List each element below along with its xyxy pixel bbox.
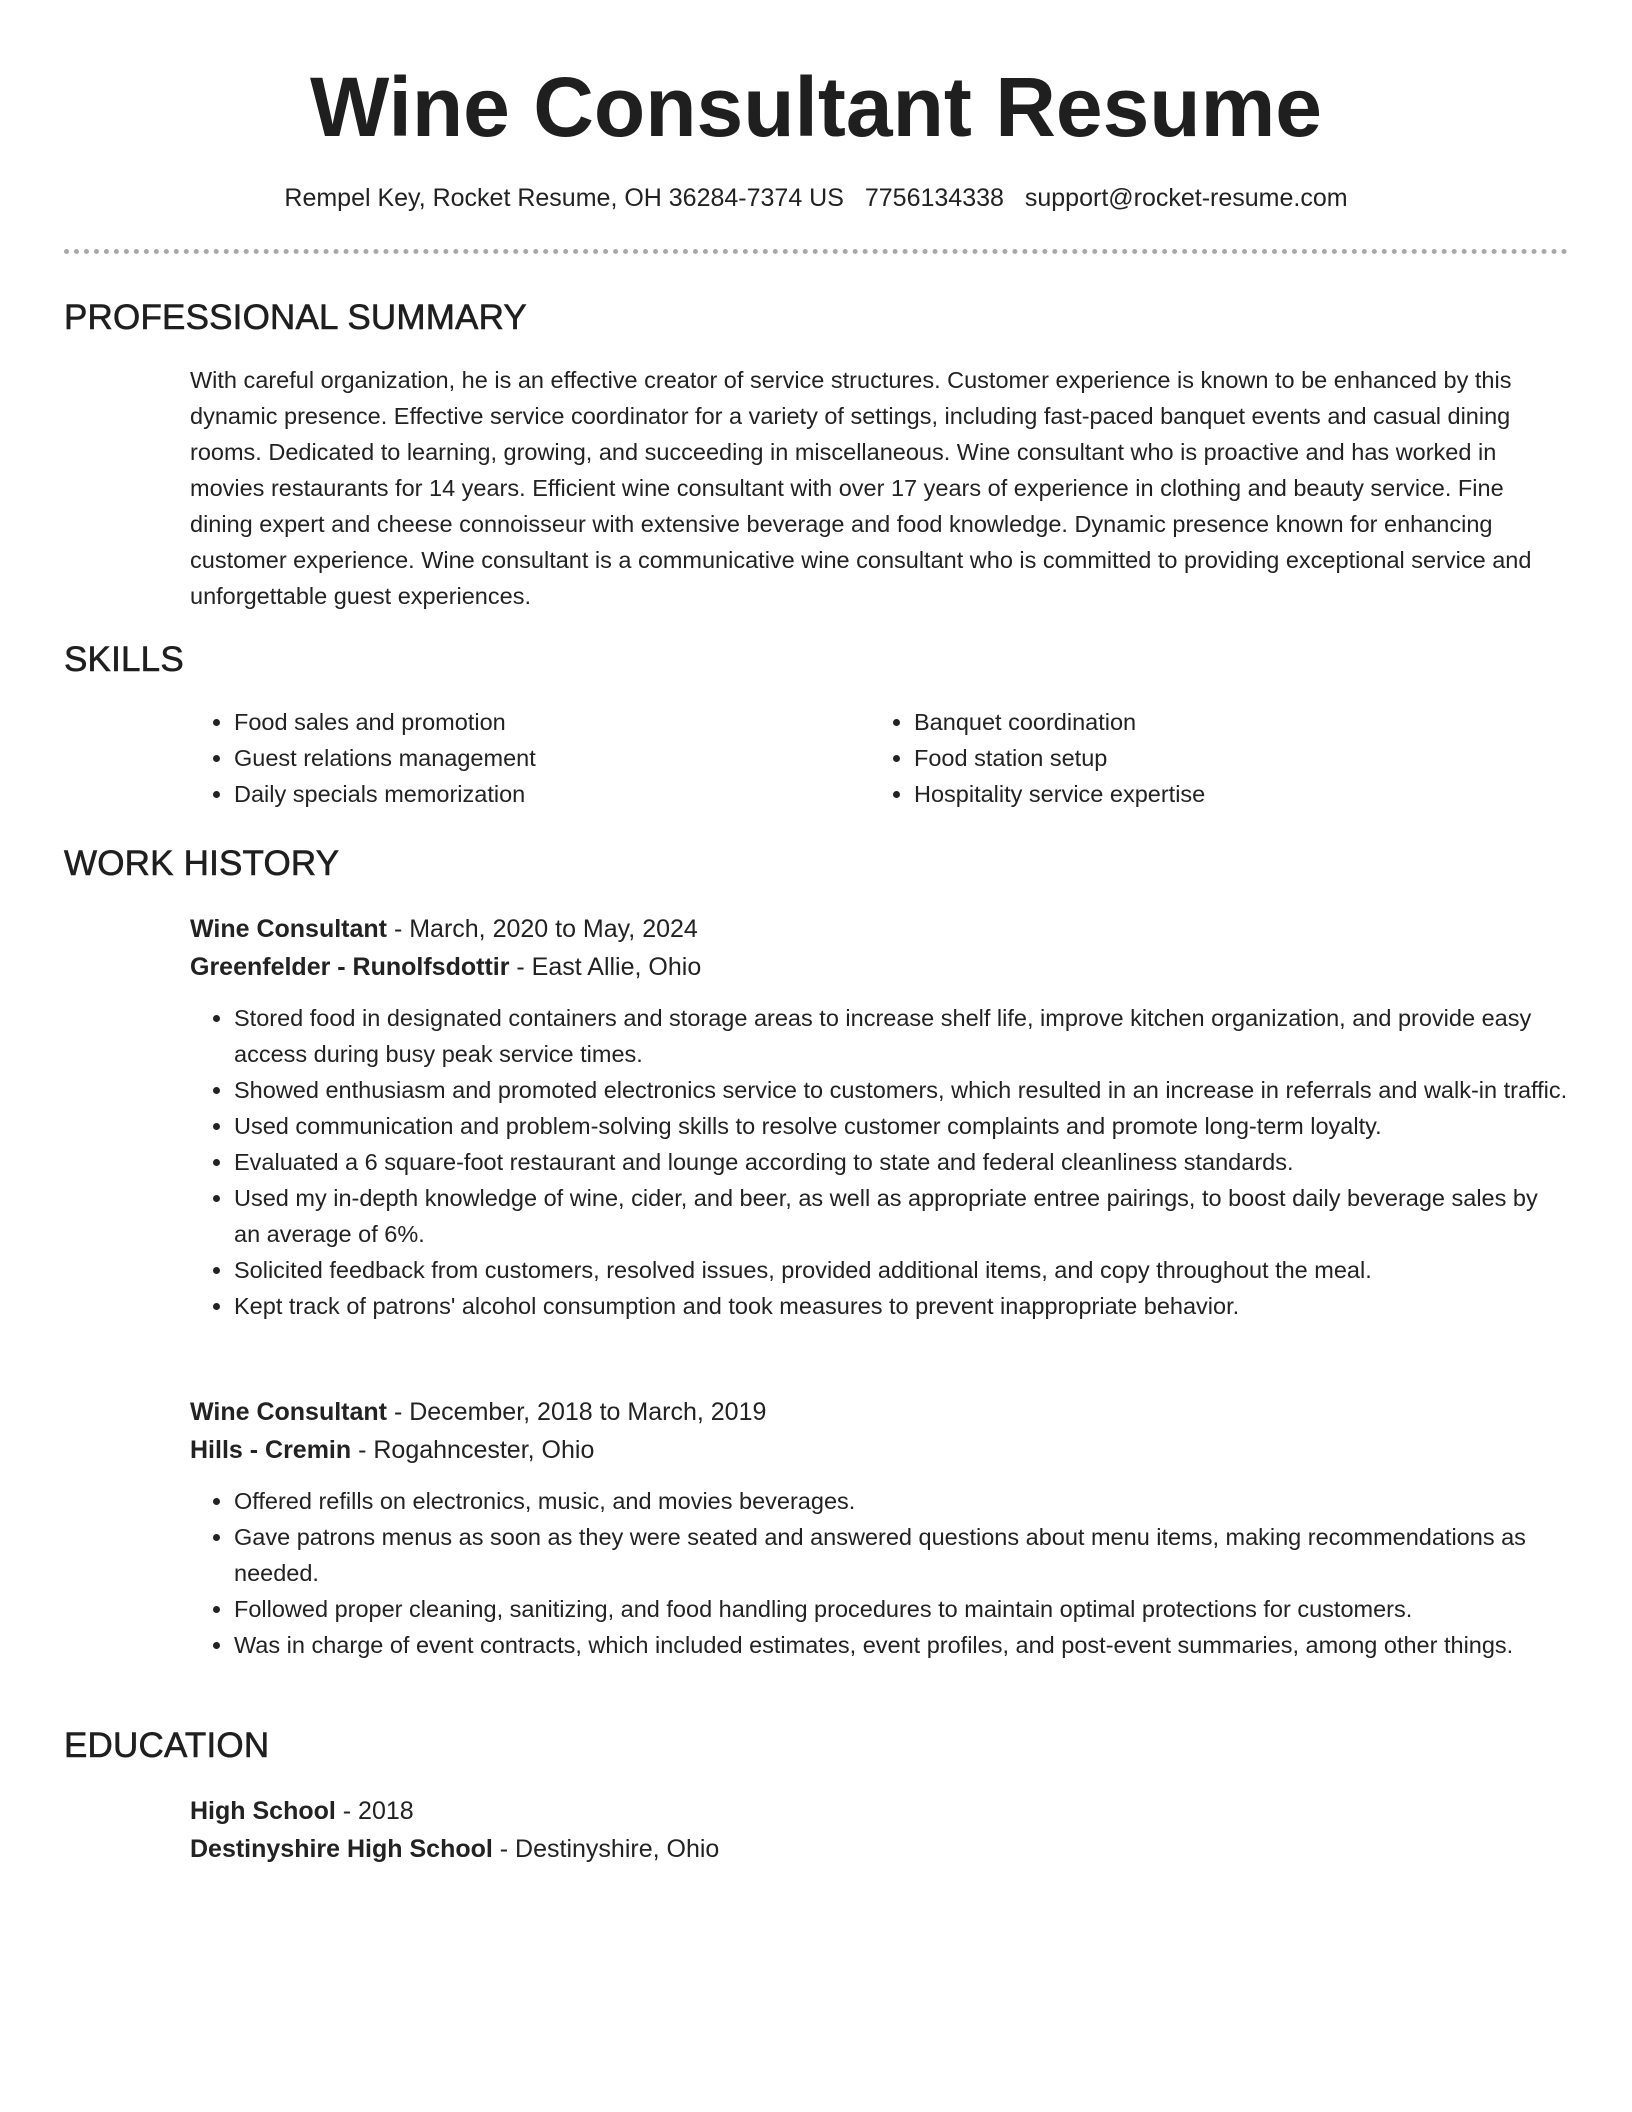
skill-item: • Daily specials memorization <box>234 776 870 812</box>
job-bullet: • Solicited feedback from customers, resolved issues, provided additional items, and copy throughout the meal. <box>234 1252 1568 1288</box>
job-title-line <box>190 1393 1568 1431</box>
skills-list-right <box>870 704 1550 812</box>
skills-grid <box>190 704 1568 812</box>
job-company: Greenfelder - Runolfsdottir <box>190 953 510 981</box>
job-title-line <box>190 910 1568 948</box>
education-entry <box>190 1792 1568 1868</box>
contact-line <box>64 180 1568 216</box>
education-location: - Destinyshire, Ohio <box>492 1835 720 1863</box>
job-bullet: • Gave patrons menus as soon as they were seated and answered questions about menu items, making recommendations as needed. <box>234 1519 1568 1591</box>
job-bullet: • Kept track of patrons' alcohol consumption and took measures to prevent inappropriate behavior. <box>234 1288 1568 1324</box>
skills-section <box>190 704 1568 812</box>
job-bullets <box>190 1000 1568 1324</box>
skill-item: • Food sales and promotion <box>234 704 870 740</box>
summary-heading: PROFESSIONAL SUMMARY <box>64 298 527 337</box>
skills-column-left <box>190 704 870 812</box>
job-bullet: • Used communication and problem-solving skills to resolve customer complaints and promote long-term loyalty. <box>234 1108 1568 1144</box>
skill-item: • Food station setup <box>914 740 1550 776</box>
job-location: - East Allie, Ohio <box>509 953 702 981</box>
summary-section <box>190 362 1568 614</box>
job-bullet: • Stored food in designated containers and storage areas to increase shelf life, improve kitchen organization, and provide easy access during busy peak service times. <box>234 1000 1568 1072</box>
skills-column-right <box>870 704 1550 812</box>
skill-item: • Guest relations management <box>234 740 870 776</box>
education-year: - 2018 <box>335 1797 414 1825</box>
job-location: - Rogahncester, Ohio <box>351 1436 595 1464</box>
job-bullet: • Evaluated a 6 square-foot restaurant and lounge according to state and federal cleanliness standards. <box>234 1144 1568 1180</box>
education-degree-line <box>190 1792 1568 1830</box>
contact-address: Rempel Key, Rocket Resume, OH 36284-7374 US <box>284 184 844 212</box>
job-company-line <box>190 1431 1568 1469</box>
job-entry <box>190 910 1568 1324</box>
job-role: Wine Consultant <box>190 915 387 943</box>
education-school-line <box>190 1830 1568 1868</box>
resume-title: Wine Consultant Resume <box>309 60 1323 154</box>
contact-email: support@rocket-resume.com <box>1024 184 1348 212</box>
job-bullet: • Offered refills on electronics, music, and movies beverages. <box>234 1483 1568 1519</box>
summary-text: With careful organization, he is an effective creator of service structures. Customer experience is known to be enhanced by this dynamic presence. Effective service coordinator for a variety of settings, including fast-paced banquet events and casual dining rooms. Dedicated to learning, growing, and succeeding in miscellaneous. Wine consultant who is proactive and has worked in movies restaurants for 14 years. Efficient wine consultant with over 17 years of experience in clothing and beauty service. Fine dining expert and cheese connoisseur with extensive beverage and food knowledge. Dynamic presence known for enhancing customer experience. Wine consultant is a communicative wine consultant who is committed to providing exceptional service and unforgettable guest experiences. <box>190 367 1532 609</box>
job-bullet: • Followed proper cleaning, sanitizing, and food handling procedures to maintain optimal protections for customers. <box>234 1591 1568 1627</box>
job-dates: - December, 2018 to March, 2019 <box>387 1398 767 1426</box>
job-role: Wine Consultant <box>190 1398 387 1426</box>
contact-phone: 7756134338 <box>864 184 1004 212</box>
skill-item: • Hospitality service expertise <box>914 776 1550 812</box>
education-heading: EDUCATION <box>64 1726 270 1765</box>
skills-list-left <box>190 704 870 812</box>
job-company: Hills - Cremin <box>190 1436 352 1464</box>
job-company-line <box>190 948 1568 986</box>
skills-heading: SKILLS <box>64 640 184 679</box>
skill-item: • Banquet coordination <box>914 704 1550 740</box>
job-bullets <box>190 1483 1568 1663</box>
education-school: Destinyshire High School <box>190 1835 493 1863</box>
work-heading: WORK HISTORY <box>64 844 340 883</box>
header-divider <box>64 249 1568 254</box>
job-bullet: • Used my in-depth knowledge of wine, cider, and beer, as well as appropriate entree pairings, to boost daily beverage sales by an average of 6%. <box>234 1180 1568 1252</box>
job-bullet: • Showed enthusiasm and promoted electronics service to customers, which resulted in an increase in referrals and walk-in traffic. <box>234 1072 1568 1108</box>
job-entry <box>190 1393 1568 1663</box>
job-dates: - March, 2020 to May, 2024 <box>387 915 698 943</box>
job-bullet: • Was in charge of event contracts, which included estimates, event profiles, and post-event summaries, among other things. <box>234 1627 1568 1663</box>
education-degree: High School <box>190 1797 336 1825</box>
